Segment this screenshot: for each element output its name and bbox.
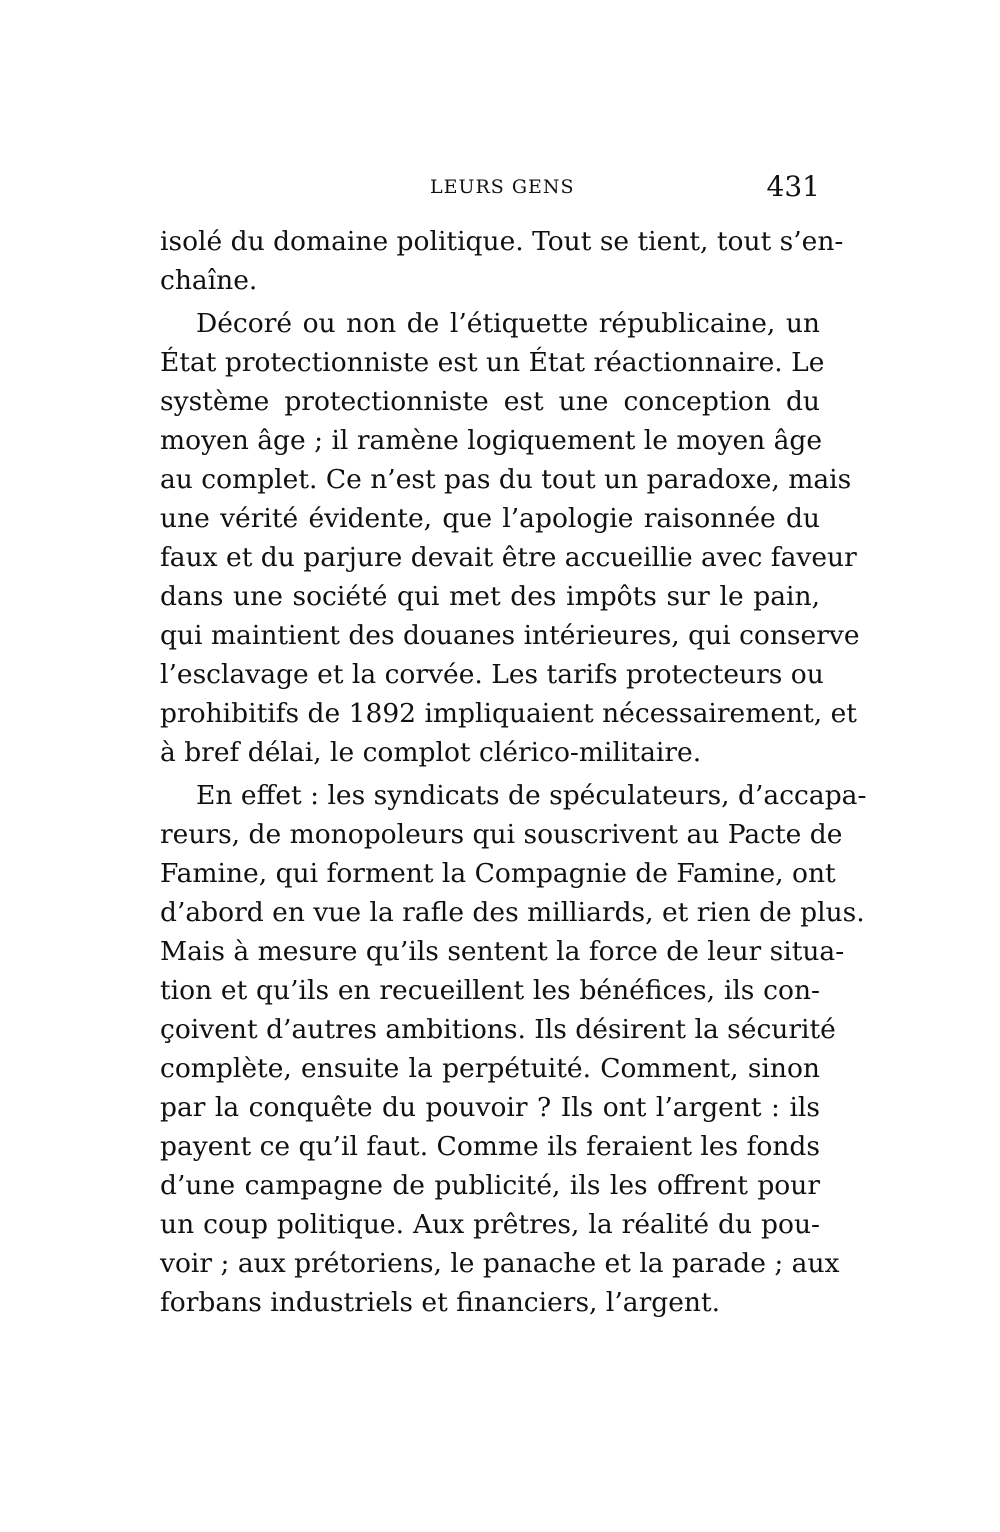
paragraph [160, 776, 867, 1322]
running-head [160, 170, 820, 206]
text-line: une vérité évidente, que l’apologie raisonnée du [160, 503, 820, 534]
text-line: État protectionniste est un État réactionnaire. Le [160, 347, 825, 378]
text-line: complète, ensuite la perpétuité. Comment, sinon [160, 1053, 820, 1084]
text-line: moyen âge ; il ramène logiquement le moyen âge [160, 425, 823, 456]
text-line: l’esclavage et la corvée. Les tarifs protecteurs ou [160, 659, 824, 690]
text-line: voir ; aux prétoriens, le panache et la parade ; aux [160, 1248, 840, 1279]
text-line: tion et qu’ils en recueillent les bénéfices, ils con- [160, 975, 820, 1006]
text-line: Mais à mesure qu’ils sentent la force de leur situa- [160, 936, 845, 967]
text-line: qui maintient des douanes intérieures, qui conserve [160, 620, 860, 651]
text-line: faux et du parjure devait être accueillie avec faveur [160, 542, 857, 573]
text-line: isolé du domaine politique. Tout se tient, tout s’en- [160, 226, 844, 257]
text-line: par la conquête du pouvoir ? Ils ont l’argent : ils [160, 1092, 820, 1123]
text-line: un coup politique. Aux prêtres, la réalité du pou- [160, 1209, 820, 1240]
text-line: système protectionniste est une conception du [160, 386, 820, 417]
text-line: d’abord en vue la rafle des milliards, et rien de plus. [160, 897, 865, 928]
running-title: LEURS GENS [430, 176, 575, 198]
text-line: à bref délai, le complot clérico-militaire. [160, 737, 702, 768]
text-line: prohibitifs de 1892 impliquaient nécessairement, et [160, 698, 857, 729]
text-line: payent ce qu’il faut. Comme ils feraient les fonds [160, 1131, 820, 1162]
page-number: 431 [766, 170, 820, 203]
text-line: çoivent d’autres ambitions. Ils désirent la sécurité [160, 1014, 836, 1045]
paragraph [160, 222, 844, 300]
text-line: Famine, qui forment la Compagnie de Famine, ont [160, 858, 836, 889]
text-line: d’une campagne de publicité, ils les offrent pour [160, 1170, 820, 1201]
text-line: En effet : les syndicats de spéculateurs, d’accapa- [196, 780, 867, 811]
body-text [160, 222, 867, 1322]
paragraph [160, 304, 860, 772]
text-line: reurs, de monopoleurs qui souscrivent au Pacte de [160, 819, 843, 850]
text-line: dans une société qui met des impôts sur le pain, [160, 581, 820, 612]
text-line: chaîne. [160, 265, 258, 296]
text-line: forbans industriels et financiers, l’argent. [160, 1287, 721, 1318]
text-line: au complet. Ce n’est pas du tout un paradoxe, mais [160, 464, 852, 495]
text-line: Décoré ou non de l’étiquette républicaine, un [196, 308, 820, 339]
